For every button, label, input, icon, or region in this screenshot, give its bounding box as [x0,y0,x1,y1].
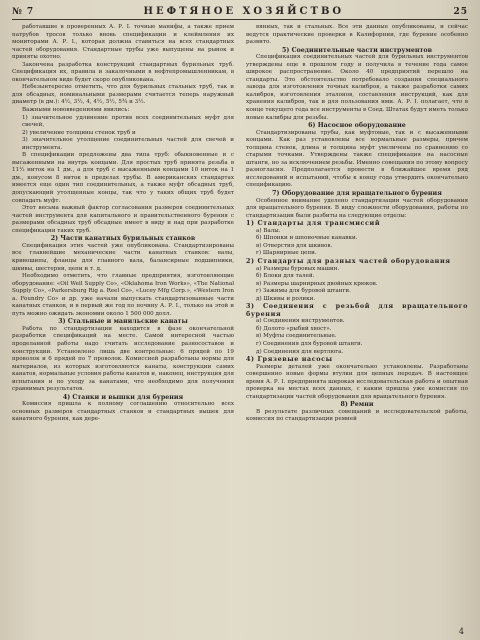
list-title: 4) Грязевые насосы [246,355,333,364]
list-item: 3) значительное утолщение соединительных частей для свечей и инструмента. [22,137,234,151]
paragraph: В результате различных совещаний и исследовательской работы, комиссия по стандартизации ремней [246,408,468,423]
list-item: в) Муфты соединительные. [256,333,337,340]
list-title: 1) Стандарты для трансмиссий [246,219,381,228]
section-heading: 5) Соединительные части инструментов [282,46,432,54]
list-item: 2) увеличение толщины стенок труб и [22,129,136,136]
paragraph: Спецификация соединительных частей для бурильных инструментов утверждены еще в прошлом году и получила в течение года самое широкое распространение. Около 40 предприятий перешло на стандарты. Это обстоятельство потребовало создания специального завода для изготовления точных калибров, а также разработки самих калибров, изготовления эталонов, составления инструкций, как для хранения калибров, так и для пользования ими. А. Р. I. полагает, что в конце текущего года все инструменты в Соед. Штатах будут иметь только новые калибры для резьбы. [246,54,468,121]
list-item: б) Блоки для талей. [256,273,315,280]
text-columns [12,24,468,424]
paragraph: Этот весьма важный фактор согласования размеров соединительных частей инструмента для капитального и правительственного бурения с размерами обсадных труб обсадные имеет в виду и над при разработке спецификации таких труб. [12,205,234,234]
list-item: д) Соединения для вертлюга. [256,348,344,355]
section-heading: 2) Части канатных бурильных станков [50,235,196,243]
list-item: 1) значительное удлинение против всех соединительных муфт для свечей, [22,114,234,129]
issue-number: № 7 [12,6,35,17]
list-item: в) Размеры шарнирных двойных крюков. [256,280,378,287]
paragraph: Закончена разработка конструкций стандартных бурильных труб. Спецификация их, правила и закалочными в нефтепромышленникам, в окончательном виде будет скоро опубликована. [12,61,234,83]
paragraph: Комиссия пришла к полному соглашению относительно всех основных размеров стандартных станков и стандартных вышек для канатного бурения, как дере- [12,401,234,423]
right-column [246,24,468,424]
paragraph: Работа по стандартизации находится в фазе окончательной разработки спецификаций на месте. Самой интересной частью проделанной работы надо считать исследование разносоставов и конструкции. Установлено лишь две контрольные: 6 прядей по 19 проволок и 6 прядей по 7 проволок. Комиссией разработаны нормы для материалов, из которых изготовляются канаты, конструкции самих канатов, нормальные условия работы канатов и, наконец, инструкция для испытания и по уходу за канатами, что необходимо для получения сравнимых результатов. [12,325,234,393]
paragraph: Необходимо отметить, что главные предприятия, изготовляющие оборудование: «Oil Well Supply Co», «Oklahoma Iron Works», «The National Supply Co», «Parkersburg Rig a. Reel Co», «Lucey Mfg Corp.», «Western Iron a. Foundry Co» и др. уже начали выпускать стандартизованные части канатных станков, и в первый же год по почину А. Р. I., только на этой и путь можно ожидать экономии около 1 500 000 долл. [12,273,234,317]
paragraph: работавшие в проверенных А. Р. I. точные манифы, а также прием патрубов тросов только вновь спецификации и клеймления их мониторами А. Р. I., которая должна ставиться на всех стандартных частей оборудования. Стандартные трубы уже выпущены на рынок и приняты охотно. [12,24,234,61]
section-heading: 8) Ремни [340,401,374,409]
list-item: д) Шкивы и ролики. [256,295,316,302]
list-item: б) Шпонки и шпоночные канавки. [256,235,358,242]
list-title: 3) Соединения с резьбой для вращательного бурения [246,302,468,318]
left-column [12,24,234,424]
list-item: в) Отверстия для шкивов. [256,242,333,249]
footer-mark: 4 [458,627,464,636]
paragraph: вянных, так и стальных. Все эти данные опубликованы, и сейчас ведутся практические проверки в Калифорнии, где бурение особенно развито. [246,24,468,46]
page-number: 25 [453,6,468,17]
paragraph: Важными нововведениями явились: [22,107,130,114]
section-heading: 7) Оборудование для вращательного бурения [272,190,442,198]
list-item: г) Зажимы для буровой штанги. [256,288,351,295]
section-heading: 3) Стальные и манильские канаты [58,318,188,326]
paragraph: Небезынтересно отметить, что для бурильных стальных труб, так и для обсадных, номинальными размерами считается теперь наружный диаметр (в дм.): 4½, 3½, 4, 4½, 5½, 5¾ и 3½. [12,84,234,106]
paragraph: Размеры деталей уже окончательно установлены. Разработаны совершенно новые формы втулки для цепных передач. В настоящее время А. Р. I. предпринята широкая исследовательская работа и опытная проверка на местах всех данных, с каким пришла уже комиссия по стандартизации частей оборудования для вращательного бурения. [246,363,468,400]
list-item: а) Валы. [256,227,281,234]
list-item: б) Долото «рыбий хвост». [256,325,332,332]
list-item: а) Размеры буровых машин. [256,265,340,272]
section-heading: 4) Станки и вышки для бурения [62,393,184,401]
list-item: г) Шарнирные цепи. [256,250,317,257]
paragraph: В спецификации предложены два типа труб: обыкновенные и с высаженными на внутрь концами. Для простых труб принята резьба в 11½ ниток на 1 дм., а для труб с высаженными концами 10 ниток на 1 дм., конусом 8 ниток в пределах трубы. В американских стандартах имеется еще один тип соединительных, а также муфт обсадных труб, допускающий утолщенные концы, так что у таких общих труб будет совпадать муфт. [12,152,234,204]
list-title: 2) Стандарты для разных частей оборудования [246,256,451,265]
journal-title: НЕФТЯНОЕ ХОЗЯЙСТВО [143,6,345,17]
list-item: г) Соединения для буровой штанги. [256,340,363,347]
paragraph: Спецификация этих частей уже опубликована. Стандартизированы все главнейшие механические части канатных станков: валы, кривошипы, фланцы для главного вала, балансирные подшипники, шкивы, шестерни, цепи и т. д. [12,242,234,272]
list-item: а) Соединения инструментов. [256,318,345,325]
section-heading: 6) Насосное оборудование [308,122,406,130]
paragraph: Особенное внимание уделено стандартизации частей оборудования для вращательного бурения. В виду сложности оборудования, работы по стандартизации были разбиты на следующие отделы: [246,197,468,219]
paragraph: Стандартизированы трубы, как муфтовые, так и с высаженными концами. Как раз установлены все нормальные размеры, причем толщина стенок, длина и толщина муфт увеличены по сравнению со старыми точками. Утверждены также спецификация на насосные штанги, но за исключением резьбы. Именно совещания по этому вопросу разногласия. Предполагается провести в ближайшее время ряд исследований и испытаний, чтобы к концу года утвердить окончательно спецификацию. [246,129,468,189]
page-header [12,6,468,20]
